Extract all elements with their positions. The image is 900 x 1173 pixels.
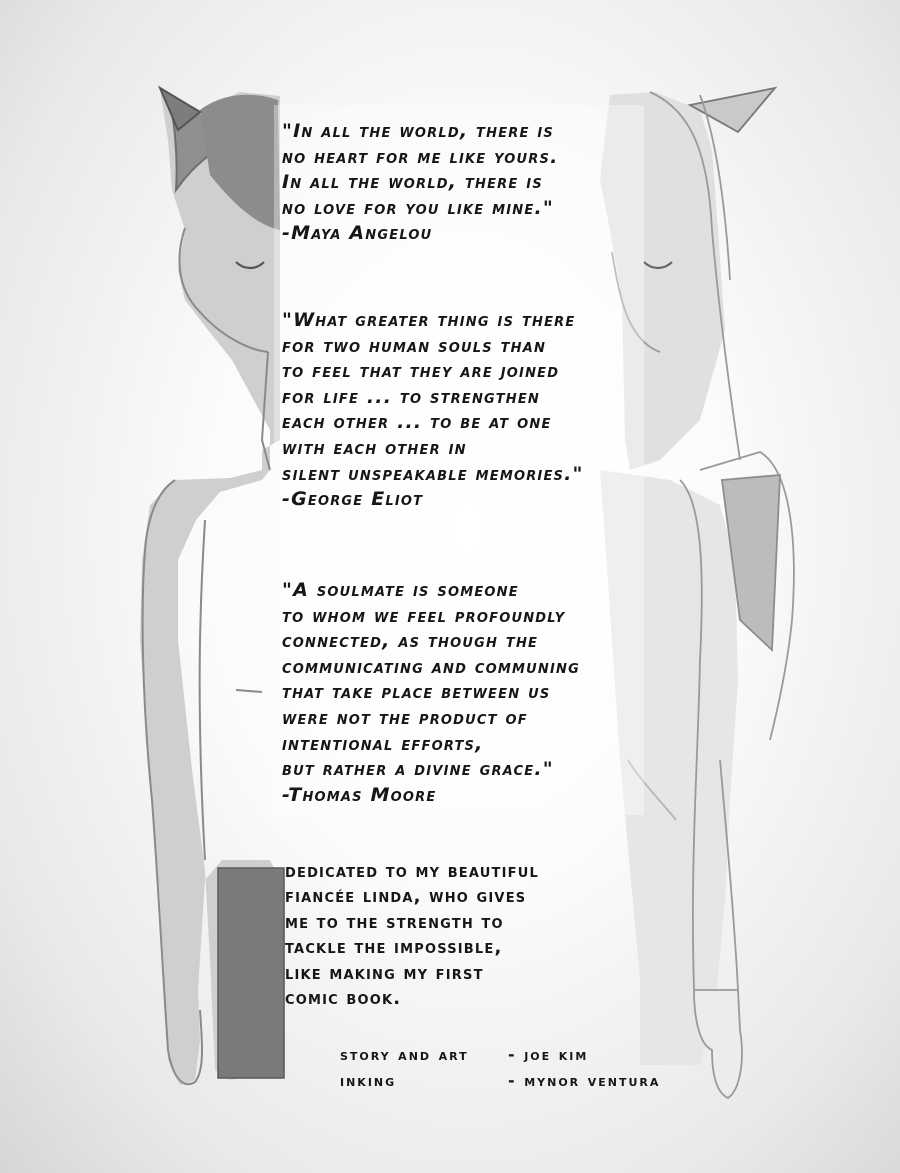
dedication-line: comic book. (285, 988, 402, 1010)
credit-role: story and art (340, 1045, 469, 1064)
quote-author: -Maya Angelou (282, 222, 433, 245)
quote-line: with each other in (282, 436, 467, 459)
quote-line: intentional efforts, (282, 732, 484, 755)
quote-line: for two human souls than (282, 334, 547, 357)
credit-name: - mynor ventura (508, 1071, 661, 1090)
quote-line: silent unspeakable memories." (282, 462, 584, 485)
quote-line: communicating and communing (282, 655, 580, 678)
quote-line: to feel that they are joined (282, 360, 560, 383)
quote-line: no love for you like mine." (282, 196, 554, 219)
quote-line: "In all the world, there is (282, 120, 554, 142)
quote-line: each other ... to be at one (282, 411, 552, 434)
credit-name: - joe kim (508, 1045, 589, 1064)
quote-line: were not the product of (282, 706, 528, 729)
credit-role: inking (340, 1071, 397, 1090)
quote-line: no heart for me like yours. (282, 145, 559, 168)
quote-george-eliot (282, 308, 584, 513)
left-figure (140, 88, 285, 1085)
dedication-line: dedicated to my beautiful (285, 861, 539, 882)
dedication-line: me to the strength to (285, 911, 504, 933)
dedication-line: tackle the impossible, (285, 937, 503, 959)
quote-line: but rather a divine grace." (282, 758, 554, 781)
dedication-line: like making my first (285, 962, 484, 984)
dedication-line: fiancée linda, who gives (285, 886, 527, 908)
quote-thomas-moore (282, 578, 580, 808)
quote-author: -George Eliot (282, 488, 424, 511)
quote-line: to whom we feel profoundly (282, 604, 566, 627)
quote-line: "A soulmate is someone (282, 579, 519, 601)
quote-maya-angelou (282, 119, 559, 247)
quote-line: for life ... to strengthen (282, 385, 541, 408)
quote-line: "What greater thing is there (282, 309, 576, 331)
dedication (285, 859, 539, 1011)
quote-line: In all the world, there is (282, 171, 543, 194)
quote-line: connected, as though the (282, 630, 539, 653)
quote-author: -Thomas Moore (282, 783, 437, 806)
quote-line: that take place between us (282, 681, 551, 704)
